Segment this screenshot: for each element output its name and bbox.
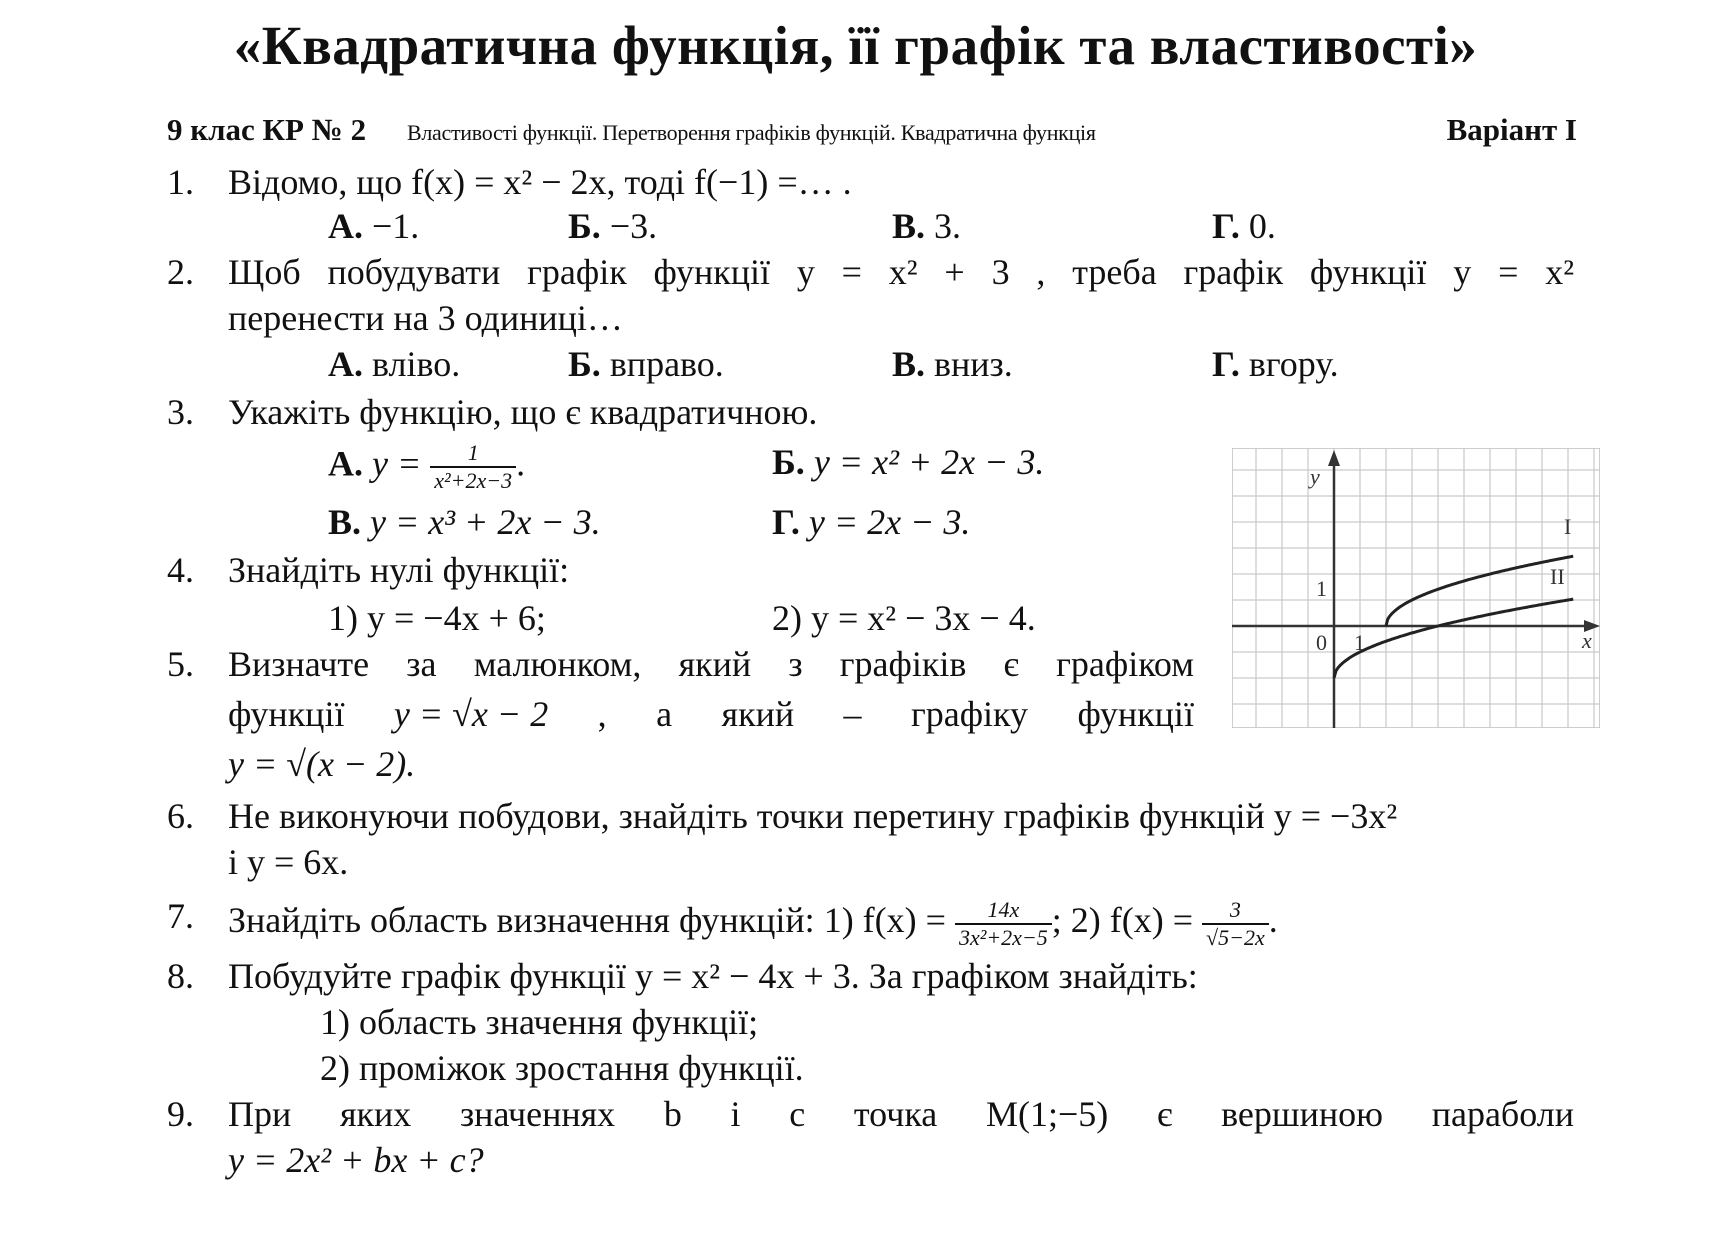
y-tick-one: 1: [1316, 576, 1327, 601]
option-letter: Г.: [1212, 344, 1240, 384]
task-8-sub-1: 1) область значення функції;: [320, 1002, 759, 1042]
task-3-option-d: [772, 500, 970, 544]
option-letter: В.: [328, 502, 362, 542]
fraction-numerator: 3: [1229, 896, 1241, 922]
task-7-text: [228, 890, 1278, 951]
curve-2-label: II: [1550, 564, 1565, 589]
task-5-line-2: [228, 692, 1194, 736]
graph-border: [1232, 448, 1600, 728]
task-5-line-1: Визначте за малюнком, який з графіків є графіком: [228, 644, 1194, 684]
page-title: «Квадратична функція, її графік та властивості»: [233, 15, 1478, 76]
option-a-prefix: y =: [363, 443, 431, 484]
task-7-fraction-1: [955, 897, 1052, 951]
task-2-option-d: [1212, 342, 1339, 386]
option-value: вліво.: [363, 344, 461, 384]
word: ,: [597, 694, 607, 734]
task-1-option-d: [1212, 204, 1276, 248]
task-2-number: 2.: [167, 252, 194, 292]
option-letter: А.: [328, 443, 363, 484]
option-value: y = x² + 2x − 3.: [804, 442, 1045, 482]
option-value: y = 2x − 3.: [799, 502, 971, 542]
x-tick-one: 1: [1354, 630, 1365, 655]
task-3-text: Укажіть функцію, що є квадратичною.: [228, 392, 818, 432]
task-7-prefix: Знайдіть область визначення функцій: 1) f(x) =: [228, 900, 955, 940]
task-9-line-1: При яких значеннях b і c точка M(1;−5) є вершиною параболи: [228, 1094, 1574, 1134]
task-6-line-2: і y = 6x.: [228, 842, 349, 882]
option-value: −3.: [600, 206, 658, 246]
task-3-number: 3.: [167, 392, 194, 432]
option-letter: Б.: [568, 344, 601, 384]
task-3-option-c: [328, 500, 601, 544]
task-4-number: 4.: [167, 550, 194, 590]
class-label: 9 клас КР № 2: [167, 112, 367, 147]
word: а: [656, 694, 673, 734]
word: графіку: [910, 694, 1029, 734]
fraction-denominator: x²+2x−3: [430, 466, 516, 494]
origin-label: 0: [1316, 630, 1327, 655]
fraction-numerator: 14x: [987, 896, 1020, 922]
variant-label: Варіант I: [1446, 112, 1577, 147]
option-value: вгору.: [1239, 344, 1339, 384]
task-3-option-a: А. y = $\frac{1}{\text{x²+2x−3}}$ .: [328, 440, 526, 493]
option-letter: А.: [328, 344, 363, 384]
task-4-sub-2: 2) y = x² − 3x − 4.: [772, 598, 1036, 638]
option-letter: А.: [328, 206, 363, 246]
task-7-number: 7.: [167, 896, 194, 936]
task-1-text: Відомо, що f(x) = x² − 2x, тоді f(−1) =… .: [228, 162, 852, 202]
task-7-mid: ; 2) f(x) =: [1051, 900, 1203, 940]
option-a-fraction: [430, 440, 516, 494]
task-2-line-1: Щоб побудувати графік функції y = x² + 3 , треба графік функції y = x²: [228, 252, 1574, 292]
option-letter: В.: [892, 206, 926, 246]
task-9-number: 9.: [167, 1094, 194, 1134]
task-8-sub-2: 2) проміжок зростання функції.: [320, 1048, 804, 1088]
option-letter: Б.: [772, 442, 805, 482]
option-value: y = x³ + 2x − 3.: [361, 502, 601, 542]
task-1-option-a: [328, 204, 419, 248]
task-4-sub-1: 1) y = −4x + 6;: [328, 598, 546, 638]
task-4-text: Знайдіть нулі функції:: [228, 550, 570, 590]
task-8-text: Побудуйте графік функції y = x² − 4x + 3. За графіком знайдіть:: [228, 956, 1198, 996]
option-value: вниз.: [925, 344, 1013, 384]
option-value: 0.: [1239, 206, 1276, 246]
word: який: [721, 694, 795, 734]
word: функції: [1077, 694, 1194, 734]
task-9-line-2: y = 2x² + bx + c?: [228, 1140, 484, 1180]
task-2-option-a: [328, 342, 460, 386]
test-header: [167, 112, 1577, 154]
fraction-denominator: √5−2x: [1202, 923, 1269, 951]
option-letter: Г.: [1212, 206, 1240, 246]
fraction-denominator: 3x²+2x−5: [955, 923, 1052, 951]
option-letter: Г.: [772, 502, 800, 542]
task-1-number: 1.: [167, 162, 194, 202]
task-2-option-b: [568, 342, 724, 386]
fraction-numerator: 1: [467, 440, 479, 465]
y-axis-label: y: [1310, 464, 1320, 489]
option-letter: Б.: [568, 206, 601, 246]
function-sqrt-x-minus-2: y = √x − 2: [393, 694, 549, 734]
task-6-number: 6.: [167, 796, 194, 836]
option-letter: В.: [892, 344, 926, 384]
option-value: вправо.: [600, 344, 724, 384]
x-axis-label: x: [1582, 628, 1592, 653]
task-8-number: 8.: [167, 956, 194, 996]
task-1-option-b: [568, 204, 657, 248]
task-1-option-c: [892, 204, 961, 248]
word: функції: [228, 694, 345, 734]
task-7-fraction-2: [1202, 897, 1269, 951]
task-5-number: 5.: [167, 644, 194, 684]
task-6-line-1: Не виконуючи побудови, знайдіть точки перетину графіків функцій y = −3x²: [228, 796, 1398, 836]
task-3-option-b: [772, 440, 1044, 484]
option-value: −1.: [363, 206, 420, 246]
task-7-end: .: [1268, 900, 1278, 940]
function-graph: [1232, 448, 1600, 728]
topic-label: Властивості функції. Перетворення графіків функцій. Квадратична функція: [407, 120, 1096, 145]
word: –: [843, 694, 862, 734]
curve-1-label: I: [1564, 514, 1572, 539]
task-5-line-3: y = √(x − 2).: [228, 744, 416, 784]
task-2-option-c: [892, 342, 1013, 386]
task-2-line-2: перенести на 3 одиниці…: [228, 298, 623, 338]
option-value: 3.: [925, 206, 962, 246]
